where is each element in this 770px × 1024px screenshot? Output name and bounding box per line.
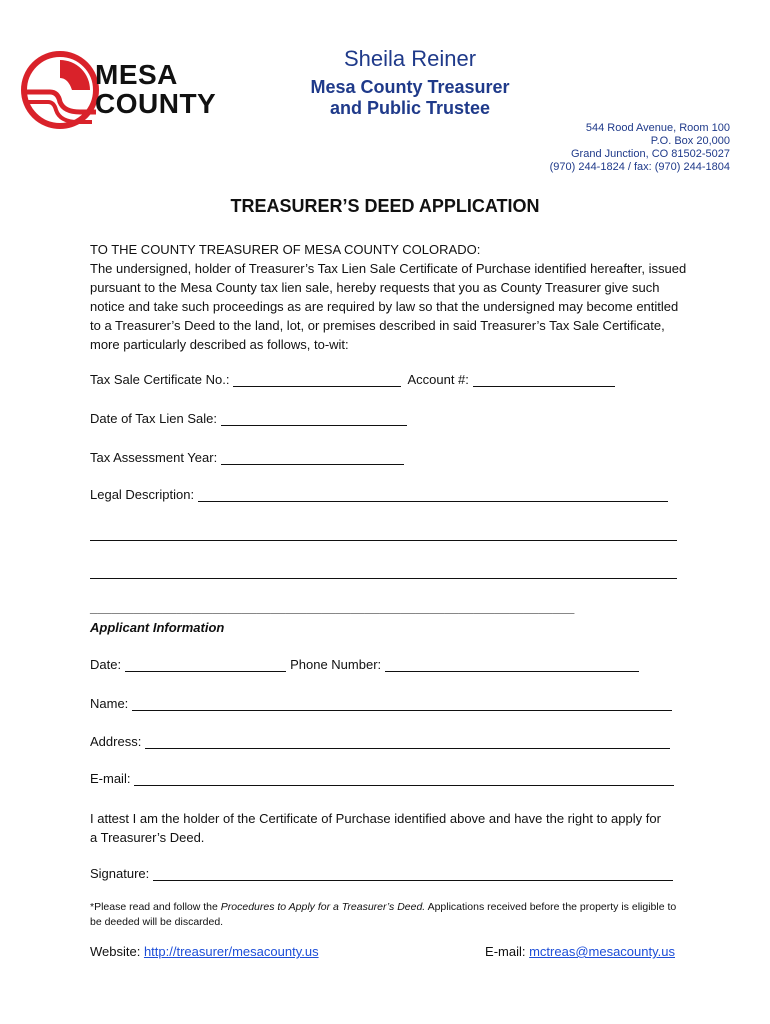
assessment-year-row bbox=[90, 450, 404, 465]
sale-date-row bbox=[90, 411, 407, 426]
website-line: Website: http://treasurer/mesacounty.us bbox=[90, 944, 319, 959]
intro-text: TO THE COUNTY TREASURER OF MESA COUNTY COLORADO: The undersigned, holder of Treasurer’s Tax Lien Sale Certificate of Purchase identified hereafter, issued pursuant to the Mesa County tax lien sale, hereby requests that you as County Treasurer give such notice and take such proceedings as are required by law so that the undersigned may become entitled to a Treasurer’s Deed to the land, lot, or premises described in said Treasurer’s Tax Sale Certificate, more particularly described as follows, to-wit: bbox=[90, 242, 687, 352]
applicant-heading: Applicant Information bbox=[90, 620, 225, 635]
sale-date-label: Date of Tax Lien Sale: bbox=[90, 411, 217, 426]
date-phone-row bbox=[90, 657, 639, 672]
date-input[interactable] bbox=[125, 657, 286, 672]
phone-label: Phone Number: bbox=[290, 657, 382, 672]
legal-description-line-3[interactable] bbox=[90, 578, 677, 579]
office-title: Mesa County Treasurer and Public Trustee bbox=[310, 77, 510, 118]
logo-wordmark: MESA COUNTY bbox=[95, 59, 217, 119]
procedures-title: Procedures to Apply for a Treasurer’s Deed. bbox=[220, 901, 426, 913]
name-input[interactable] bbox=[132, 696, 672, 711]
account-input[interactable] bbox=[473, 372, 615, 387]
sale-date-input[interactable] bbox=[221, 411, 407, 426]
assessment-year-label: Tax Assessment Year: bbox=[90, 450, 218, 465]
email-input[interactable] bbox=[134, 771, 674, 786]
treasurer-name: Sheila Reiner bbox=[343, 46, 477, 71]
phone-input[interactable] bbox=[385, 657, 639, 672]
legal-description-label: Legal Description: bbox=[90, 487, 195, 502]
email-line: E-mail: mctreas@mesacounty.us bbox=[485, 944, 675, 959]
document-title: TREASURER’S DEED APPLICATION bbox=[230, 196, 540, 216]
certificate-input[interactable] bbox=[233, 372, 401, 387]
certificate-row bbox=[90, 372, 615, 387]
website-link[interactable]: http://treasurer/mesacounty.us bbox=[143, 944, 319, 959]
signature-input[interactable] bbox=[153, 866, 673, 881]
procedure-note: *Please read and follow the Procedures to Apply for a Treasurer’s Deed. Applications received before the property is eligible to be deeded will be discarded. bbox=[90, 901, 677, 928]
name-label: Name: bbox=[90, 696, 129, 711]
legal-description-line-2[interactable] bbox=[90, 540, 677, 541]
date-label: Date: bbox=[90, 657, 122, 672]
email-label: E-mail: bbox=[90, 771, 131, 786]
signature-label-text: Signature: bbox=[90, 866, 150, 881]
address-row bbox=[90, 734, 670, 749]
address-input[interactable] bbox=[145, 734, 670, 749]
attestation-text: I attest I am the holder of the Certificate of Purchase identified above and have the right to apply for a Treasurer’s Deed. bbox=[90, 811, 661, 845]
signature-row bbox=[90, 866, 673, 881]
email-row bbox=[90, 771, 674, 786]
legal-description-input[interactable] bbox=[198, 487, 668, 502]
account-label: Account #: bbox=[407, 372, 469, 387]
certificate-label: Tax Sale Certificate No.: bbox=[90, 372, 230, 387]
office-address: 544 Rood Avenue, Room 100 P.O. Box 20,000 Grand Junction, CO 81502-5027 (970) 244-1824 / fax: (970) 244-1804 bbox=[549, 122, 730, 173]
name-row bbox=[90, 696, 672, 711]
section-separator: ___________________________________________________________________ bbox=[90, 600, 575, 615]
address-label: Address: bbox=[90, 734, 142, 749]
assessment-year-input[interactable] bbox=[221, 450, 404, 465]
legal-description-row bbox=[90, 487, 668, 502]
email-link[interactable]: mctreas@mesacounty.us bbox=[529, 944, 675, 959]
